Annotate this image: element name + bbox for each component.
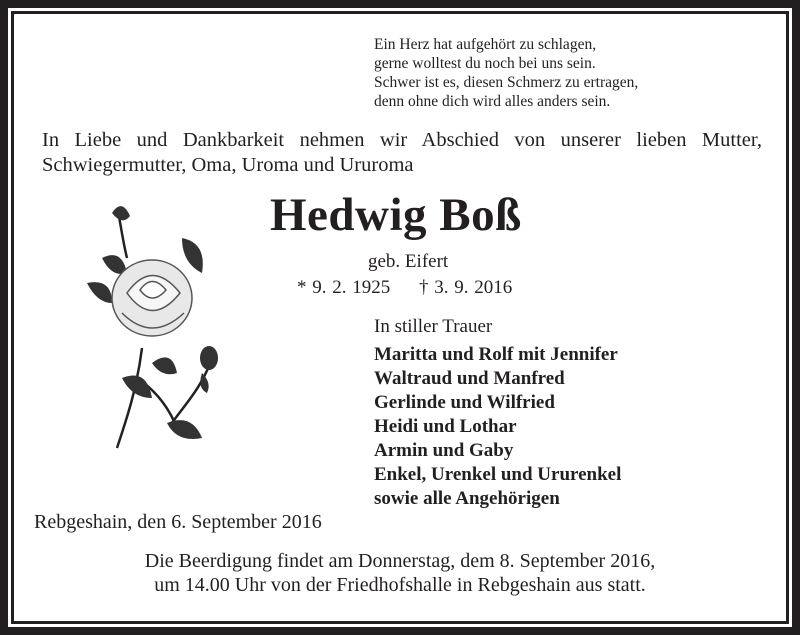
- mourner: Armin und Gaby: [374, 440, 514, 461]
- mourner: Gerlinde und Wilfried: [374, 392, 555, 413]
- mourner: Heidi und Lothar: [374, 416, 517, 437]
- mourner: Maritta und Rolf mit Jennifer: [374, 344, 618, 365]
- birth-date: * 9. 2. 1925: [297, 277, 391, 298]
- poem: [374, 35, 638, 111]
- funeral-info: [0, 549, 800, 597]
- deceased-name: Hedwig Boß: [270, 189, 522, 241]
- funeral-line: um 14.00 Uhr von der Friedhofshalle in Rebgeshain aus statt.: [154, 574, 646, 596]
- life-dates: [297, 277, 512, 299]
- poem-line: denn ohne dich wird alles anders sein.: [374, 93, 611, 110]
- mourner: Enkel, Urenkel und Ururenkel: [374, 464, 622, 485]
- mourner: Waltraud und Manfred: [374, 368, 565, 389]
- funeral-line: Die Beerdigung findet am Donnerstag, dem 8. September 2016,: [144, 550, 656, 572]
- mourners-list: [374, 343, 621, 511]
- intro-line: In Liebe und Dankbarkeit nehmen wir Abschied von unserer lieben Mutter,: [42, 129, 762, 151]
- poem-line: gerne wolltest du noch bei uns sein.: [374, 55, 596, 72]
- poem-line: Schwer ist es, diesen Schmerz zu ertragen,: [374, 74, 639, 91]
- mourning-heading: In stiller Trauer: [374, 316, 493, 337]
- poem-line: Ein Herz hat aufgehört zu schlagen,: [374, 36, 597, 53]
- place-date: Rebgeshain, den 6. September 2016: [34, 511, 322, 533]
- death-date: † 3. 9. 2016: [419, 277, 513, 298]
- intro-line: Schwiegermutter, Oma, Uroma und Ururoma: [42, 154, 414, 176]
- mourner: sowie alle Angehörigen: [374, 488, 560, 509]
- rose-icon: [82, 198, 222, 458]
- maiden-name: geb. Eifert: [368, 251, 449, 272]
- intro-text: [42, 128, 762, 178]
